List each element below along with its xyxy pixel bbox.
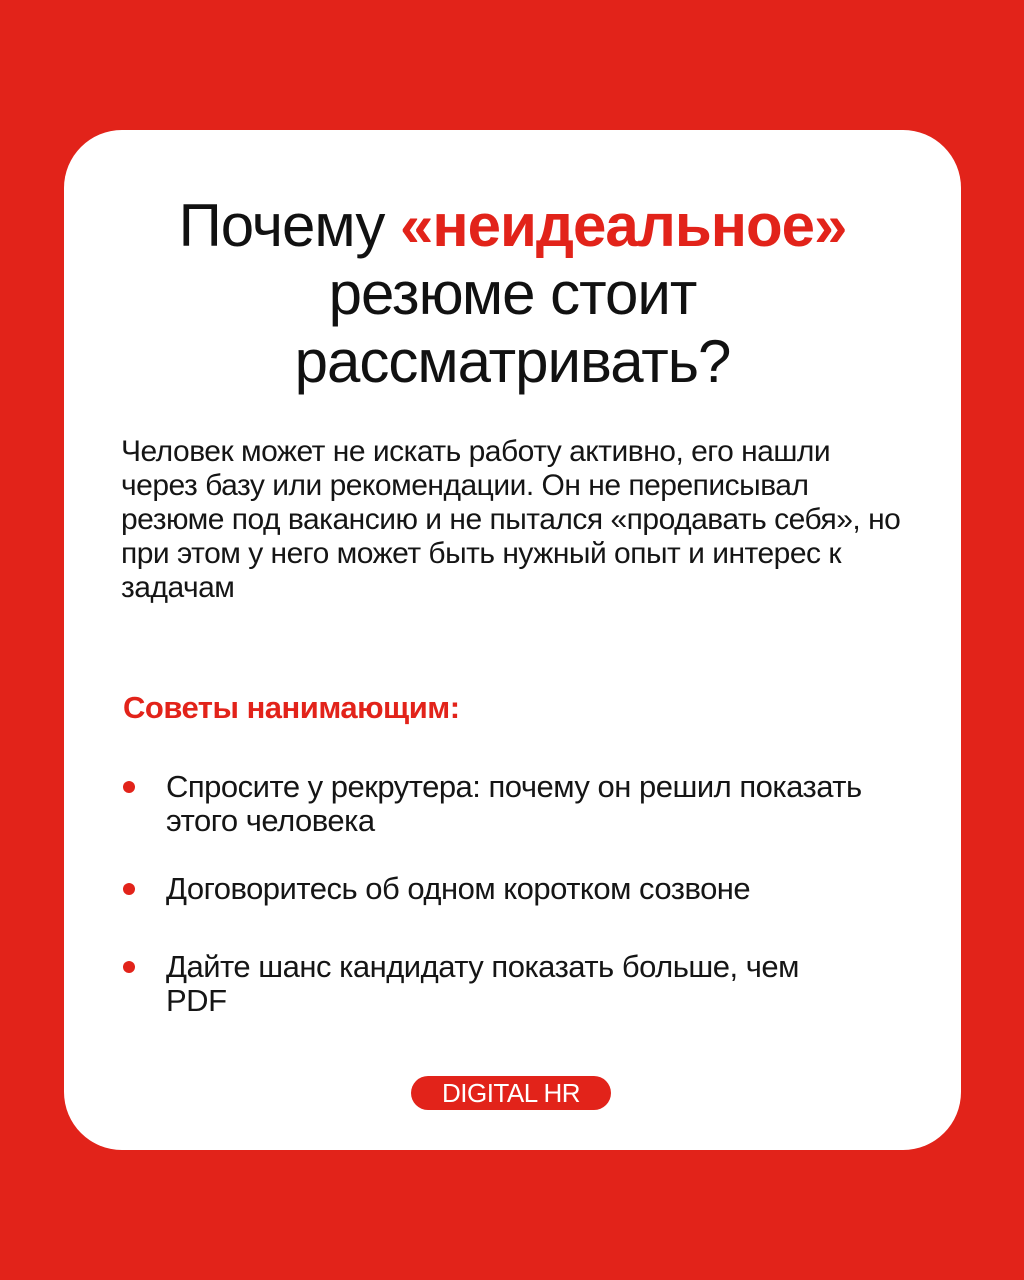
bullet-dot-icon xyxy=(123,781,135,793)
tip-text: Дайте шанс кандидату показать больше, чем PDF xyxy=(166,949,799,1018)
bullet-dot-icon xyxy=(123,883,135,895)
title-prefix: Почему xyxy=(178,192,401,259)
bullet-dot-icon xyxy=(123,961,135,973)
intro-paragraph: Человек может не искать работу активно, его нашли через базу или рекомендации. Он не переписывал резюме под вакансию и не пытался «продавать себя», но при этом у него может быть нужный опыт и интерес к задачам xyxy=(121,435,901,604)
tips-heading: Советы нанимающим: xyxy=(123,690,460,725)
title-line-2: резюме стоит xyxy=(328,260,697,327)
title-accent: «неидеальное» xyxy=(400,192,847,259)
content-card xyxy=(64,130,961,1150)
page-title xyxy=(64,192,961,396)
tip-text: Договоритесь об одном коротком созвоне xyxy=(166,871,751,906)
tip-text: Спросите у рекрутера: почему он решил показать этого человека xyxy=(166,769,862,838)
brand-logo: DIGITAL HR xyxy=(411,1076,611,1110)
title-line-3: рассматривать? xyxy=(294,328,731,395)
